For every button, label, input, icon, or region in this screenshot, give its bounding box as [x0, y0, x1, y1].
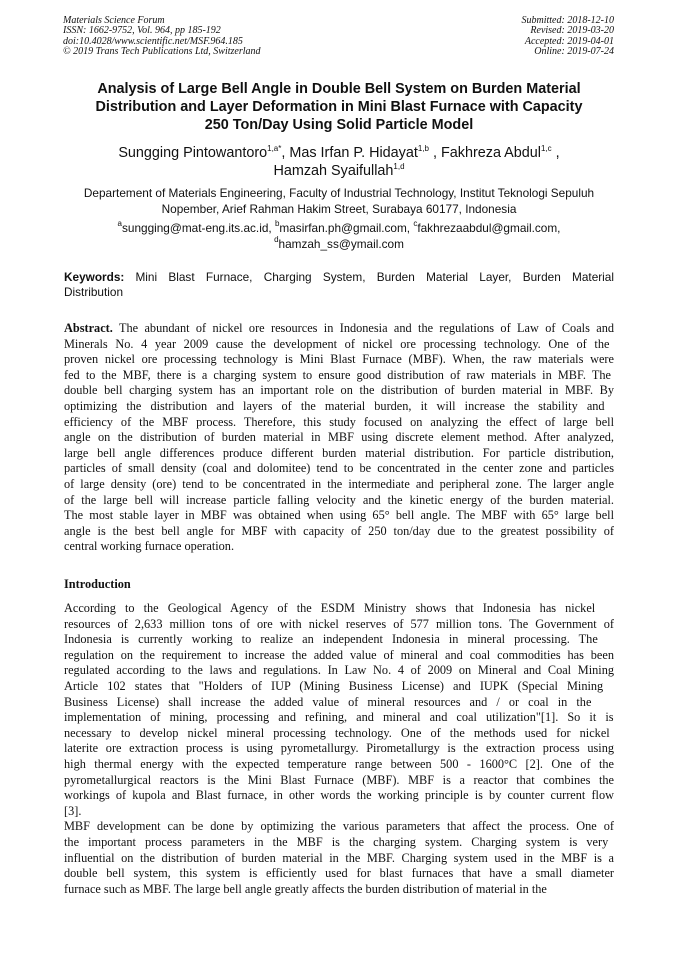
text-line: angle on the distribution of burden material in MBF using discrete element method. After analyzed, [64, 430, 614, 445]
email-link[interactable]: fakhrezaabdul@gmail.com, [417, 221, 561, 235]
author-affiliation-mark: 1,b [417, 144, 429, 153]
text-line [64, 321, 614, 337]
text-line: implementation of mining, processing and refining, and mineral and coal utilization"[1]. So it is [64, 710, 614, 725]
copyright: © 2019 Trans Tech Publications Ltd, Switzerland [63, 46, 261, 58]
text-line: pyrometallurgical reactors is the Mini Blast Furnace (MBF). MBF is a reactor that combines the [64, 772, 614, 787]
text-line: necessary to develop nickel mineral processing technology. One of the methods used for nickel [64, 725, 610, 740]
author-affiliation-mark: 1,a* [267, 144, 282, 153]
author-line [60, 144, 618, 162]
author-affiliation-mark: 1,d [393, 162, 405, 171]
affiliation [60, 186, 618, 217]
text-line: [3]. [64, 803, 82, 818]
email-link[interactable]: hamzah_ss@ymail.com [278, 236, 404, 251]
text-line: Article 102 states that "Holders of IUP (Mining Business License) and IUPK (Special Mining [64, 678, 604, 693]
text-line: Minerals No. 4 year 2009 cause the development of nickel ore processing technology. One of the [64, 336, 610, 351]
text-line: of large density (ore) tend to be concentrated in the intermediate and peripheral zone. The larger angle [64, 476, 614, 491]
text-line: double bell charging system has an important role on the distribution of burden material in MBF. By [64, 383, 614, 398]
journal-name: Materials Science Forum [63, 15, 165, 26]
email-mark: b [274, 219, 280, 228]
doi: doi:10.4028/www.scientific.net/MSF.964.185 [63, 35, 243, 47]
text-line: influential on the distribution of burden material in the MBF. Charging system used in the MBF is a [64, 850, 614, 865]
email-link[interactable]: masirfan.ph@gmail.com, [279, 221, 411, 235]
keywords-line [64, 270, 614, 285]
author-name: , Mas Irfan P. Hidayat [281, 145, 418, 161]
title-line: Analysis of Large Bell Angle in Double Bell System on Burden Material [97, 81, 581, 97]
text-line: the important process parameters in the MBF is the charging system. Charging system is very [64, 834, 609, 849]
text-line: resources of 2,633 million tons of ore with nickel reserves of 577 million tons. The Government of [64, 616, 614, 631]
text-line: double bell system, this system is efficiently used for blast furnaces that have a small diameter [64, 866, 614, 881]
text-line: high thermal energy with the expected temperature range between 500 - 1600°C [2]. One of the [64, 756, 614, 771]
publication-dates [522, 16, 615, 58]
title-line: Distribution and Layer Deformation in Mini Blast Furnace with Capacity [95, 99, 583, 115]
abstract-text: The abundant of nickel ore resources in Indonesia and the regulations of Law of Coals and [112, 321, 614, 335]
text-line: optimizing the distribution and layers of the material burden, it will increase the stability and [64, 398, 605, 413]
text-line: According to the Geological Agency of the ESDM Ministry shows that Indonesia has nickel [64, 601, 596, 615]
author-list [60, 144, 618, 180]
keywords-line: Distribution [64, 284, 124, 299]
revised-date: Revised: 2019-03-20 [530, 25, 614, 37]
author-name: , Fakhreza Abdul [429, 145, 541, 161]
text-line: MBF development can be done by optimizing the various parameters that affect the process. One of [64, 819, 614, 834]
abstract [64, 321, 614, 555]
author-name: Hamzah Syaifullah [273, 163, 394, 179]
journal-metadata [63, 16, 261, 58]
affiliation-line: Departement of Materials Engineering, Faculty of Industrial Technology, Institut Teknologi Sepuluh [83, 186, 595, 200]
text-line: The most stable layer in MBF was obtained when using 65° bell angle. The MBF with 65° large bell [64, 508, 614, 523]
author-line [60, 162, 618, 180]
text-line: furnace such as MBF. The large bell angle greatly affects the burden distribution of material in the [64, 881, 547, 896]
text-line: proven nickel ore processing technology is Mini Blast Furnace (MBF). When, the raw materials were [64, 352, 614, 367]
keywords-label: Keywords: [64, 270, 125, 284]
email-line [60, 221, 618, 237]
email-mark: a [117, 219, 122, 228]
text-line: particles of small density (coal and dolomitee) tend to be concentrated in the center zone and particles [64, 461, 614, 476]
text-line: regulation on the requirement to increase the added value of mineral and coal commodities has been [64, 647, 614, 662]
text-line: fed to the MBF, there is a charging system to ensure good distribution of raw materials in MBF. The [64, 367, 611, 382]
author-affiliation-mark: 1,c [541, 144, 552, 153]
text-line: angle is the best bell angle for MBF with capacity of 250 ton/day due to the greatest possibility of [64, 523, 614, 538]
text-line: laterite ore extraction process is using pyrometallurgy. Pirometallurgy is the extraction process using [64, 741, 614, 756]
abstract-label: Abstract. [64, 321, 113, 335]
keywords-text: Mini Blast Furnace, Charging System, Burden Material Layer, Burden Material [135, 270, 614, 284]
email-link[interactable]: sungging@mat-eng.its.ac.id, [121, 221, 272, 235]
text-line: Indonesia is currently working to realize an independent Indonesia in mineral processing. The [64, 632, 598, 647]
email-mark: c [413, 219, 418, 228]
section-heading: Introduction [64, 577, 131, 591]
email-mark: d [274, 234, 279, 244]
title-line: 250 Ton/Day Using Solid Particle Model [204, 117, 474, 133]
text-line: efficiency of the MBF process. Therefore, this study focused on analyzing the effect of large bell [64, 414, 614, 429]
text-line: central working furnace operation. [64, 539, 235, 554]
keywords [64, 270, 614, 299]
text-line: Business License) shall increase the added value of mineral resources and / or coal in the [64, 694, 592, 709]
accepted-date: Accepted: 2019-04-01 [524, 35, 614, 47]
text-line: of the large bell will increase particle falling velocity and the kinetic energy of the burden material. [64, 492, 614, 507]
email-line [60, 234, 618, 253]
introduction-body [64, 601, 614, 897]
author-emails [60, 221, 618, 252]
text-line: large bell angle differences produce different burden material distribution. For particle distribution, [64, 445, 614, 460]
submitted-date: Submitted: 2018-12-10 [521, 15, 614, 26]
text-line: workings of kupola and Blast furnace, in other words the working principle is by counter current flow [64, 788, 614, 803]
author-name: Sungging Pintowantoro [118, 145, 268, 161]
affiliation-line: Nopember, Arief Rahman Hakim Street, Surabaya 60177, Indonesia [161, 201, 517, 216]
text-line: regulated according to the laws and regulations. In Law No. 4 of 2009 on Mineral and Coal Mining [64, 663, 614, 678]
issn: ISSN: 1662-9752, Vol. 964, pp 185-192 [63, 25, 221, 37]
author-separator: , [551, 145, 560, 161]
paper-title [60, 80, 618, 134]
online-date: Online: 2019-07-24 [534, 46, 614, 58]
